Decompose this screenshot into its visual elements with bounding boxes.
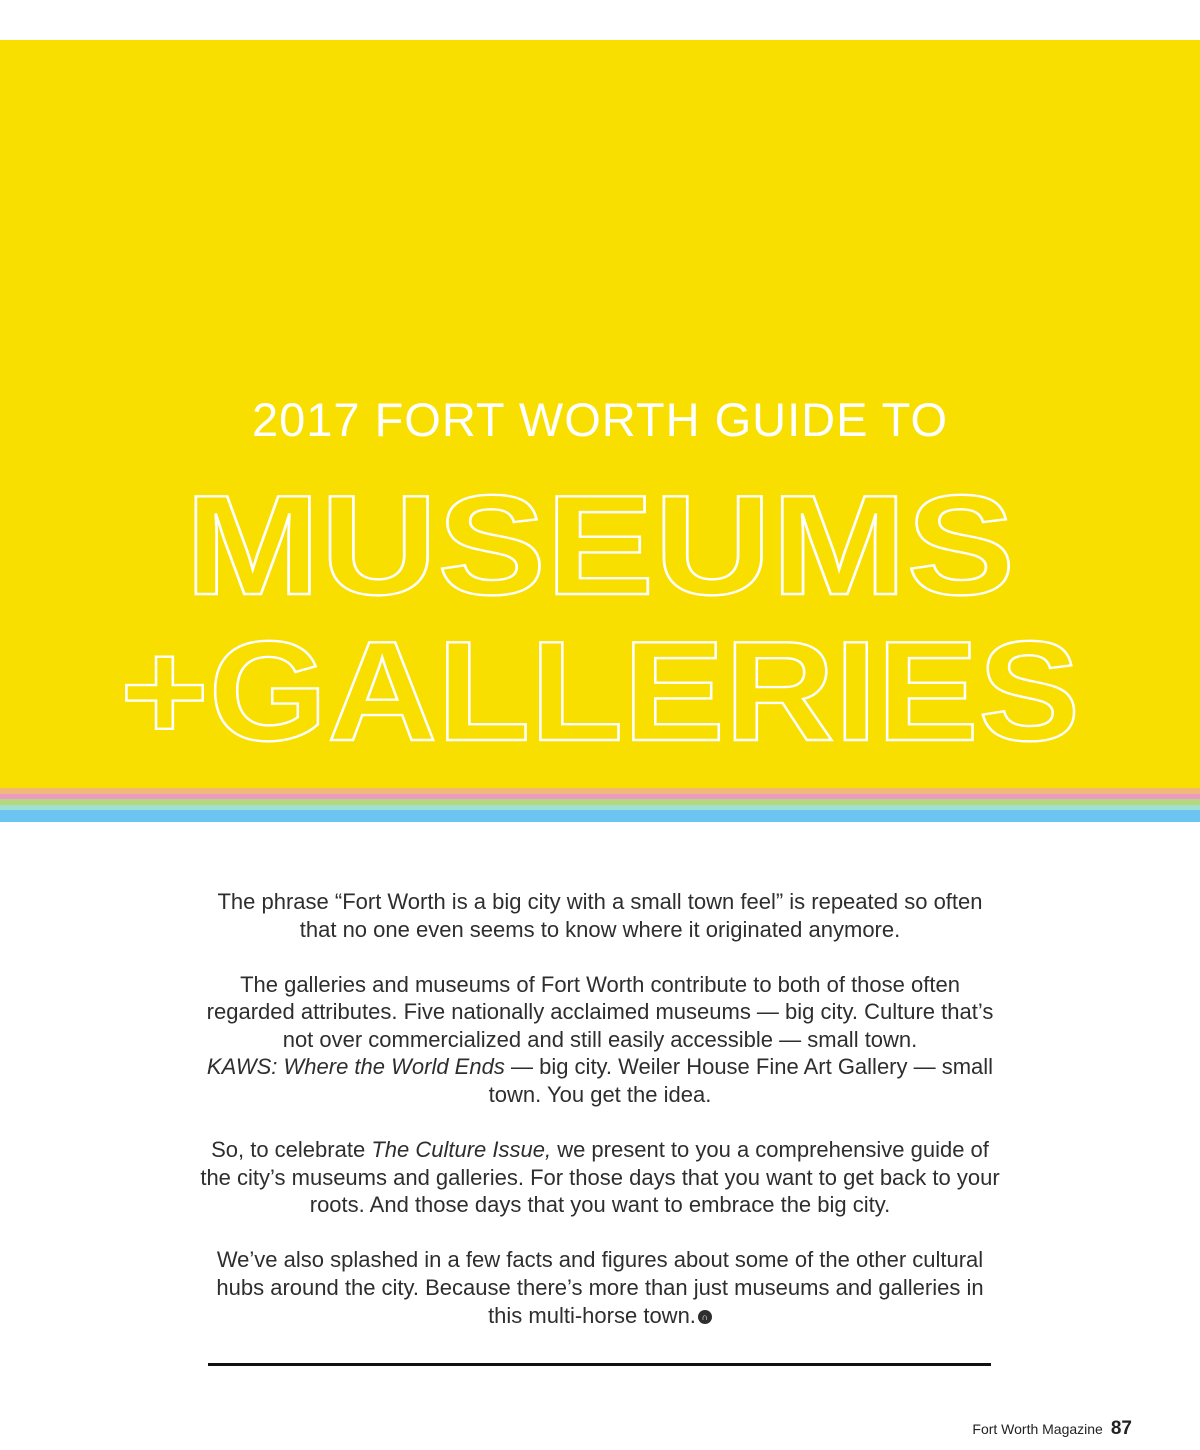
section-rule <box>208 1363 991 1366</box>
paragraph-2-text-b: — big city. Weiler House Fine Art Gallery — small town. You get the idea. <box>488 1054 994 1108</box>
paragraph-3 <box>200 1136 1000 1219</box>
paragraph-2-text-a: The galleries and museums of Fort Worth contribute to both of those often regarded attributes. Five nationally acclaimed museums — big city. Culture that’s not over commercialized and still easily accessible — small town. <box>206 971 994 1052</box>
color-stripes <box>0 788 1200 822</box>
magazine-name: Fort Worth Magazine <box>972 1421 1103 1437</box>
paragraph-3-text-b: we present to you a comprehensive guide of the city’s museums and galleries. For those days that you want to get back to your roots. And those days that you want to embrace the big city. <box>200 1137 1000 1218</box>
horseshoe-end-mark-icon: ∩ <box>698 1310 712 1324</box>
stripe-blue <box>0 810 1200 822</box>
culture-issue-title: The Culture Issue, <box>371 1137 552 1163</box>
headline-outline <box>0 472 1200 772</box>
paragraph-4-text: We’ve also splashed in a few facts and figures about some of the other cultural hubs around the city. Because there’s more than just museums and galleries in this multi-horse town. <box>216 1247 984 1328</box>
paragraph-3-text-a: So, to celebrate <box>211 1137 366 1163</box>
page-footer <box>972 1418 1132 1440</box>
guide-kicker: 2017 FORT WORTH GUIDE TO <box>251 393 949 446</box>
hero-banner <box>0 40 1200 788</box>
intro-body <box>200 888 1000 1357</box>
headline-line-2: +GALLERIES <box>120 612 1080 771</box>
kaws-exhibit-title: KAWS: Where the World Ends <box>206 1054 505 1080</box>
paragraph-4 <box>200 1246 1000 1329</box>
paragraph-1: The phrase “Fort Worth is a big city with a small town feel” is repeated so often that no one even seems to know where it originated anymore. <box>217 889 983 942</box>
page-number: 87 <box>1110 1418 1132 1439</box>
paragraph-2 <box>200 971 1000 1109</box>
headline-line-1: MUSEUMS <box>185 472 1015 625</box>
